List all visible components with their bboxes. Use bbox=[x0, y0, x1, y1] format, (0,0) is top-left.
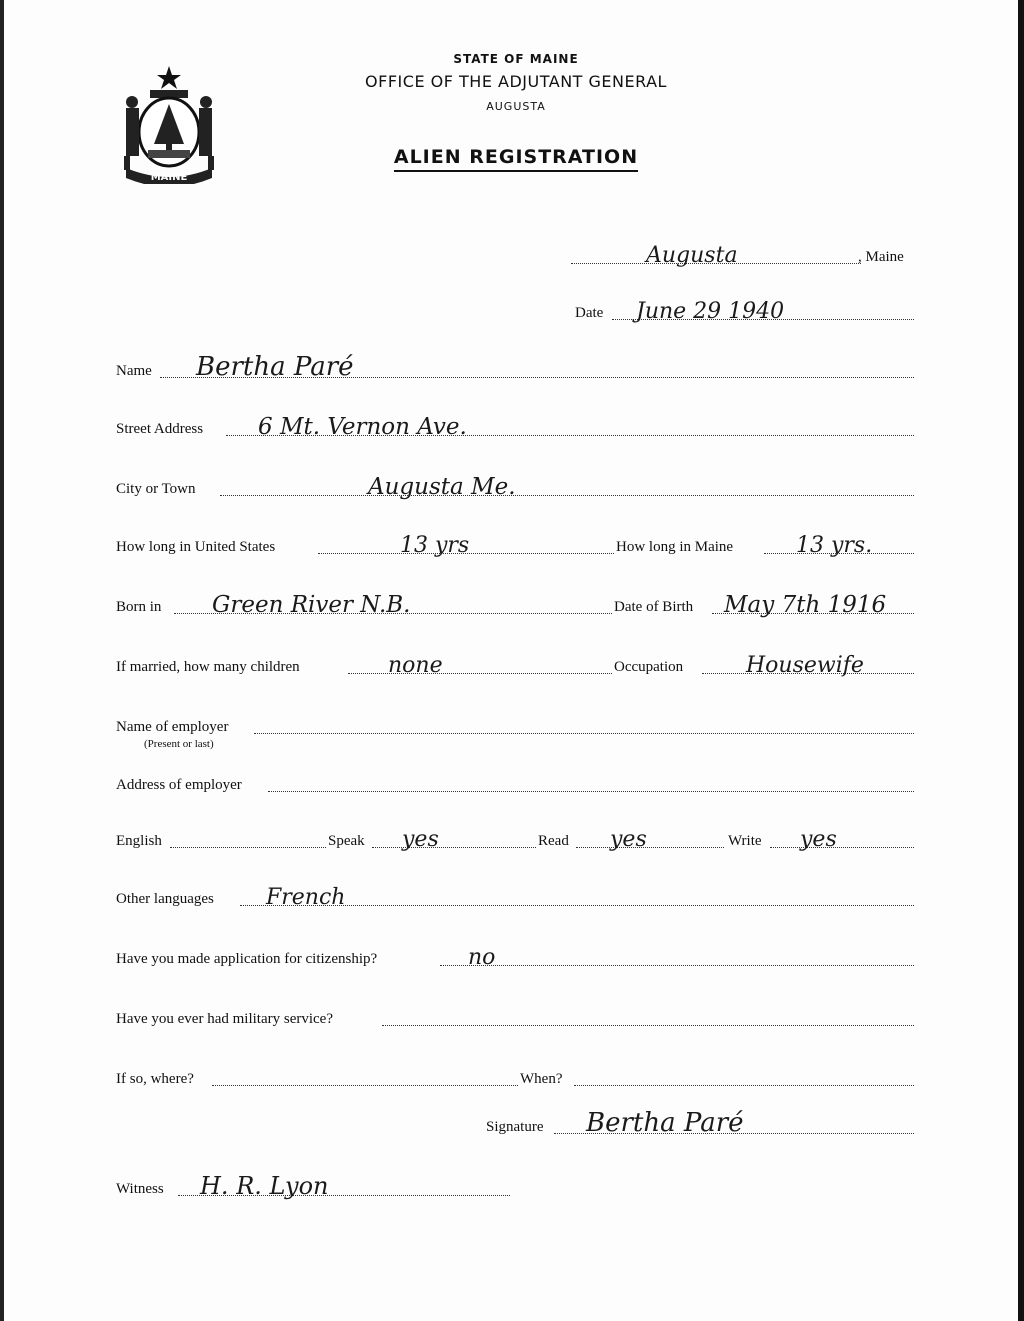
occupation-value[interactable]: Housewife bbox=[746, 653, 864, 678]
state-heading: STATE OF MAINE bbox=[453, 52, 579, 66]
employer-address-label: Address of employer bbox=[116, 777, 242, 793]
how-long-us-label: How long in United States bbox=[116, 539, 276, 555]
employer-address-row bbox=[116, 770, 916, 798]
where-when-row bbox=[116, 1064, 916, 1092]
name-value[interactable]: Bertha Paré bbox=[196, 352, 354, 382]
english-label: English bbox=[116, 833, 162, 849]
how-long-row bbox=[116, 532, 916, 560]
speak-label: Speak bbox=[328, 833, 365, 849]
speak-value[interactable]: yes bbox=[402, 827, 439, 852]
signature-row bbox=[116, 1108, 916, 1140]
other-languages-label: Other languages bbox=[116, 891, 214, 907]
form-title bbox=[4, 146, 1024, 168]
citizenship-value[interactable]: no bbox=[468, 945, 496, 970]
employer-name-sublabel: (Present or last) bbox=[144, 738, 214, 750]
city-label: City or Town bbox=[116, 481, 196, 497]
write-label: Write bbox=[728, 833, 762, 849]
date-label: Date bbox=[575, 305, 604, 321]
occupation-label: Occupation bbox=[614, 659, 684, 675]
place-value[interactable]: Augusta bbox=[646, 243, 738, 268]
military-label: Have you ever had military service? bbox=[116, 1011, 333, 1027]
when-label: When? bbox=[520, 1071, 563, 1087]
witness-label: Witness bbox=[116, 1181, 164, 1197]
employer-name-row bbox=[116, 712, 916, 740]
street-address-row bbox=[116, 414, 916, 442]
how-long-us-value[interactable]: 13 yrs bbox=[400, 533, 470, 558]
read-value[interactable]: yes bbox=[610, 827, 647, 852]
read-label: Read bbox=[538, 833, 569, 849]
born-row bbox=[116, 592, 916, 620]
signature-label: Signature bbox=[486, 1119, 544, 1135]
witness-row bbox=[116, 1174, 916, 1202]
how-long-maine-label: How long in Maine bbox=[616, 539, 734, 555]
street-address-value[interactable]: 6 Mt. Vernon Ave. bbox=[258, 414, 467, 440]
place-suffix: , Maine bbox=[858, 249, 904, 265]
write-value[interactable]: yes bbox=[800, 827, 837, 852]
date-of-birth-label: Date of Birth bbox=[614, 599, 694, 615]
office-heading: OFFICE OF THE ADJUTANT GENERAL bbox=[365, 72, 667, 91]
where-label: If so, where? bbox=[116, 1071, 194, 1087]
children-row bbox=[116, 652, 916, 680]
witness-value[interactable]: H. R. Lyon bbox=[200, 1172, 329, 1200]
born-in-label: Born in bbox=[116, 599, 162, 615]
employer-name-label: Name of employer bbox=[116, 719, 229, 735]
date-of-birth-value[interactable]: May 7th 1916 bbox=[724, 592, 887, 618]
city-heading: AUGUSTA bbox=[486, 100, 546, 113]
citizenship-label: Have you made application for citizenship? bbox=[116, 951, 378, 967]
date-value[interactable]: June 29 1940 bbox=[636, 299, 785, 324]
english-row bbox=[116, 826, 916, 854]
city-value[interactable]: Augusta Me. bbox=[368, 474, 516, 500]
city-row bbox=[116, 474, 916, 502]
how-long-maine-value[interactable]: 13 yrs. bbox=[796, 533, 873, 558]
place-row bbox=[116, 242, 916, 270]
street-address-label: Street Address bbox=[116, 421, 204, 437]
born-in-value[interactable]: Green River N.B. bbox=[212, 592, 411, 618]
signature-value[interactable]: Bertha Paré bbox=[586, 1108, 744, 1138]
seal-banner-text: MAINE bbox=[150, 172, 188, 183]
other-languages-row bbox=[116, 884, 916, 912]
children-label: If married, how many children bbox=[116, 659, 300, 675]
other-languages-value[interactable]: French bbox=[266, 885, 346, 910]
date-row bbox=[116, 298, 916, 326]
children-value[interactable]: none bbox=[388, 653, 443, 678]
form-title-text: ALIEN REGISTRATION bbox=[394, 146, 638, 172]
military-row bbox=[116, 1004, 916, 1032]
citizenship-row bbox=[116, 944, 916, 972]
name-row bbox=[116, 352, 916, 384]
name-label: Name bbox=[116, 363, 152, 379]
